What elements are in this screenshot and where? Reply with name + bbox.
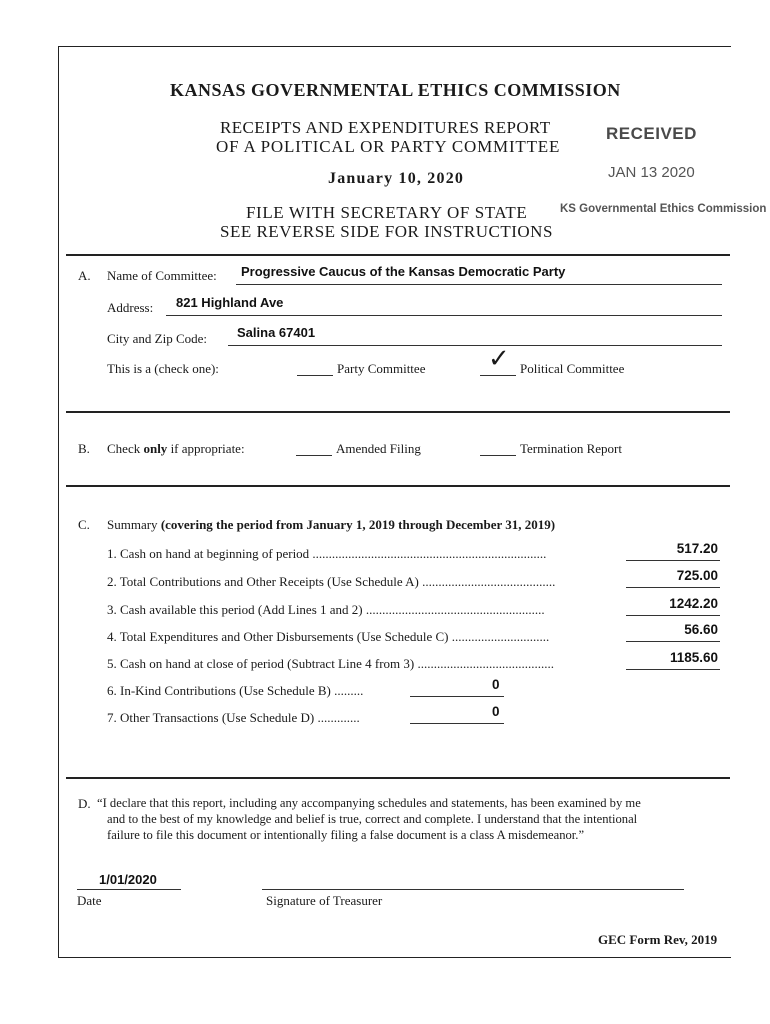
section-b-letter: B. bbox=[78, 441, 90, 456]
declaration-line-2: and to the best of my knowledge and belief is true, correct and complete. I understand that the intentional bbox=[107, 812, 638, 826]
summary-line-2-value[interactable]: 725.00 bbox=[676, 568, 718, 583]
termination-report-blank[interactable] bbox=[480, 455, 516, 456]
termination-report-label: Termination Report bbox=[520, 441, 622, 456]
report-title-line2: OF A POLITICAL OR PARTY COMMITTEE bbox=[216, 137, 561, 156]
summary-line-7-blank bbox=[410, 723, 504, 724]
divider-a-b bbox=[66, 411, 730, 413]
signature-line[interactable] bbox=[262, 889, 684, 890]
received-stamp: RECEIVED bbox=[606, 124, 697, 143]
summary-line-1-text: 1. Cash on hand at beginning of period ........................................................................ bbox=[107, 546, 547, 561]
political-committee-blank[interactable] bbox=[480, 375, 516, 376]
declaration-line-1: “I declare that this report, including any accompanying schedules and statements, has been examined by me bbox=[97, 796, 641, 810]
summary-line-6-value[interactable]: 0 bbox=[492, 677, 500, 692]
political-committee-checkmark: ✓ bbox=[488, 344, 510, 374]
summary-line-4-value[interactable]: 56.60 bbox=[684, 622, 718, 637]
summary-heading bbox=[107, 517, 555, 533]
check-only-post: if appropriate: bbox=[167, 441, 245, 456]
date-line bbox=[77, 889, 181, 890]
summary-line-1-value[interactable]: 517.20 bbox=[676, 541, 718, 556]
received-date-stamp: JAN 13 2020 bbox=[608, 164, 695, 181]
city-zip-line bbox=[228, 345, 722, 346]
check-one-label: This is a (check one): bbox=[107, 361, 219, 376]
section-d-letter: D. bbox=[78, 796, 91, 811]
committee-name-label: Name of Committee: bbox=[107, 268, 217, 283]
committee-name-line bbox=[236, 284, 722, 285]
divider-b-c bbox=[66, 485, 730, 487]
summary-line-4-text: 4. Total Expenditures and Other Disbursements (Use Schedule C) .............................. bbox=[107, 629, 550, 644]
file-with-secretary: FILE WITH SECRETARY OF STATE bbox=[246, 203, 528, 222]
check-only-bold: only bbox=[143, 441, 168, 456]
divider-header bbox=[66, 254, 730, 256]
received-agency-stamp: KS Governmental Ethics Commission bbox=[560, 203, 767, 215]
summary-line-5-value[interactable]: 1185.60 bbox=[669, 650, 718, 665]
section-a-letter: A. bbox=[78, 268, 91, 283]
committee-name-value[interactable]: Progressive Caucus of the Kansas Democratic Party bbox=[241, 264, 566, 279]
amended-filing-label: Amended Filing bbox=[336, 441, 421, 456]
summary-line-6-text: 6. In-Kind Contributions (Use Schedule B) ......... bbox=[107, 683, 364, 698]
date-label: Date bbox=[77, 893, 102, 908]
summary-line-5-text: 5. Cash on hand at close of period (Subtract Line 4 from 3) .......................................... bbox=[107, 656, 554, 671]
summary-line-5-blank bbox=[626, 669, 720, 670]
summary-line-1-blank bbox=[626, 560, 720, 561]
summary-period: (covering the period from January 1, 2019 through December 31, 2019) bbox=[160, 517, 556, 532]
date-value[interactable]: 1/01/2020 bbox=[99, 872, 157, 887]
form-revision: GEC Form Rev, 2019 bbox=[598, 932, 718, 947]
declaration-line-3: failure to file this document or intentionally filing a false document is a class A misdemeanor.” bbox=[107, 828, 585, 842]
summary-line-3-value[interactable]: 1242.20 bbox=[669, 596, 718, 611]
check-only-label bbox=[107, 441, 245, 457]
summary-line-2-blank bbox=[626, 587, 720, 588]
summary-line-4-blank bbox=[626, 641, 720, 642]
summary-line-3-text: 3. Cash available this period (Add Lines 1 and 2) ....................................................... bbox=[107, 602, 545, 617]
party-committee-blank[interactable] bbox=[297, 375, 333, 376]
city-zip-label: City and Zip Code: bbox=[107, 331, 208, 346]
summary-line-3-blank bbox=[626, 615, 720, 616]
summary-line-7-value[interactable]: 0 bbox=[492, 704, 500, 719]
summary-label: Summary bbox=[107, 517, 161, 532]
summary-line-6-blank bbox=[410, 696, 504, 697]
report-date: January 10, 2020 bbox=[328, 170, 465, 187]
city-zip-value[interactable]: Salina 67401 bbox=[237, 325, 316, 340]
commission-title: KANSAS GOVERNMENTAL ETHICS COMMISSION bbox=[170, 80, 621, 100]
check-only-pre: Check bbox=[107, 441, 144, 456]
address-value[interactable]: 821 Highland Ave bbox=[176, 295, 284, 310]
party-committee-label: Party Committee bbox=[337, 361, 426, 376]
political-committee-label: Political Committee bbox=[520, 361, 625, 376]
address-line bbox=[166, 315, 722, 316]
divider-c-d bbox=[66, 777, 730, 779]
address-label: Address: bbox=[107, 300, 154, 315]
summary-line-7-text: 7. Other Transactions (Use Schedule D) ............. bbox=[107, 710, 360, 725]
section-c-letter: C. bbox=[78, 517, 90, 532]
report-title-line1: RECEIPTS AND EXPENDITURES REPORT bbox=[220, 118, 551, 137]
amended-filing-blank[interactable] bbox=[296, 455, 332, 456]
signature-label: Signature of Treasurer bbox=[266, 893, 383, 908]
see-reverse-side: SEE REVERSE SIDE FOR INSTRUCTIONS bbox=[220, 222, 553, 241]
summary-line-2-text: 2. Total Contributions and Other Receipts (Use Schedule A) ......................................... bbox=[107, 574, 556, 589]
